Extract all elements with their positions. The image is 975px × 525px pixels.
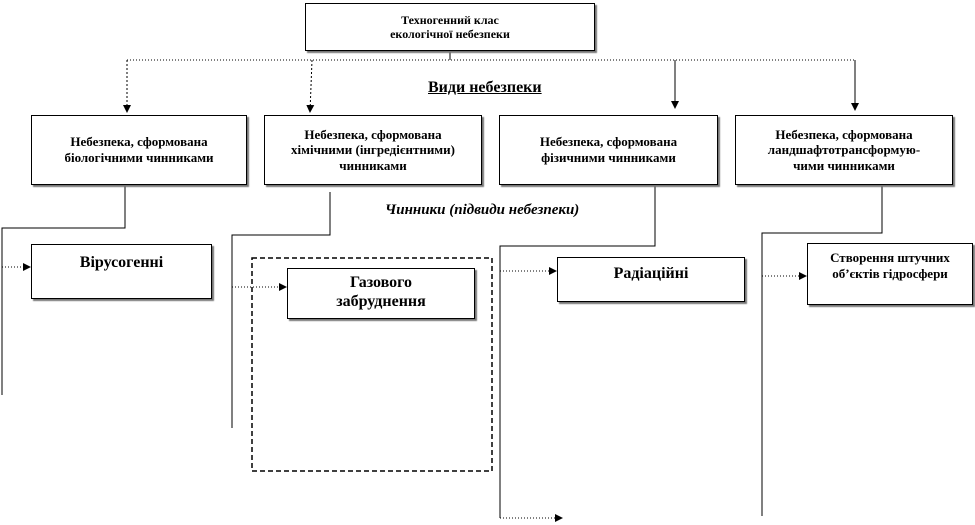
hazard-biological-line1: Небезпека, сформована xyxy=(70,134,208,150)
top-class-line2: екологічної небезпеки xyxy=(390,27,510,41)
branch-landscape xyxy=(762,185,882,516)
hazard-biological-box xyxy=(31,115,247,185)
hazard-landscape-line2: ландшафтотрансформую- xyxy=(767,142,921,158)
gas-pollution-box xyxy=(287,268,475,319)
hazard-landscape-box xyxy=(735,115,953,185)
virus-box xyxy=(31,244,212,299)
hazard-chemical-line3: чинниками xyxy=(339,157,407,173)
types-label: Види небезпеки xyxy=(428,79,542,96)
virus-label: Вірусогенні xyxy=(79,254,164,271)
radiation-box xyxy=(557,257,745,302)
top-class-line1: Техногенний клас xyxy=(401,12,499,27)
hydrosphere-box xyxy=(807,243,973,305)
hazard-chemical-line2: хімічними (інгредієнтними) xyxy=(291,142,455,158)
top-class-box xyxy=(305,3,595,51)
hazard-physical-line1: Небезпека, сформована xyxy=(539,134,678,150)
gas-line1: Газового xyxy=(349,274,413,291)
factors-label: Чинники (підвиди небезпеки) xyxy=(385,202,580,218)
branch-physical xyxy=(500,185,655,518)
gas-line2: забруднення xyxy=(336,293,426,311)
hazard-landscape-line3: чими чинниками xyxy=(793,157,895,173)
hazard-physical-box xyxy=(499,115,718,185)
hydro-line1: Створення штучних xyxy=(830,250,950,265)
hazard-landscape-line1: Небезпека, сформована xyxy=(775,126,913,142)
hazard-chemical-box xyxy=(264,115,482,185)
hazard-chemical-line1: Небезпека, сформована xyxy=(304,126,442,142)
hazard-physical-line2: фізичними чинниками xyxy=(541,150,676,165)
hydro-line2: об’єктів гідросфери xyxy=(832,265,948,281)
hazard-biological-line2: біологічними чинниками xyxy=(64,150,214,165)
arrow-chemical xyxy=(310,60,312,112)
radiation-label: Радіаційні xyxy=(613,265,689,282)
